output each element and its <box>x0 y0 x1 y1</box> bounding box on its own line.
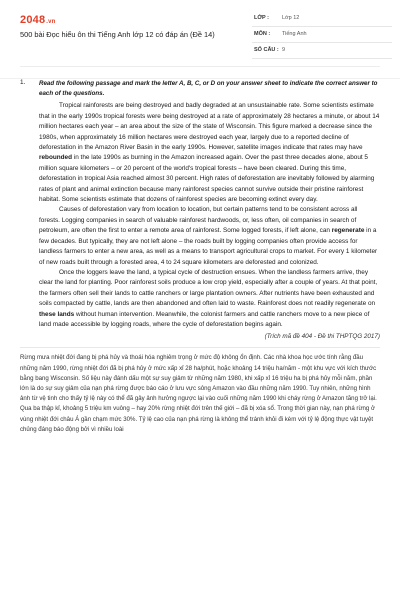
page-header <box>0 0 400 60</box>
passage-source: (Trích mã đề 404 - Đề thi THPTQG 2017) <box>264 333 380 341</box>
passage-paragraph-3: Once the loggers leave the land, a typical cycle of destruction ensues. When the landless farmers arrive, they clear the land for planting. Poor rainforest soils produce a low crop yield, especially after a couple of years. At that point, the farmers often sell their lands to cattle ranchers or large plantation owners. After nutrients have been exhausted and soils compacted by cattle, lands are then abandoned and often laid to waste. Rainforest does not readily regenerate on these lands without human intervention. Meanwhile, the colonist farmers and cattle ranchers move to a new piece of land made accessible by logging roads, where the cycle of deforestation begins again. <box>39 268 378 328</box>
header-divider <box>20 66 380 67</box>
highlight-these-lands: these lands <box>39 310 75 318</box>
document-title: 500 bài Đọc hiểu ôn thi Tiếng Anh lớp 12 có đáp án (Đề 14) <box>20 30 215 39</box>
vietnamese-translation <box>20 353 380 435</box>
question-number: 1. <box>20 79 26 86</box>
meta-question-count: SỐ CÂU : 9 <box>252 45 392 59</box>
meta-subject: MÔN : Tiếng Anh <box>252 29 392 43</box>
passage-paragraph-2: Causes of deforestation vary from location to location, but certain patterns tend to be consistent across all forests. Logging companies in search of valuable rainforest hardwoods, or, less often, oil companies in search of petroleum, are often the first to enter a remote area of rainforest. Some logged forests, if left alone, can regenerate in a few decades. But typically, they are not left alone – the roads built by logging companies often provide access for landless farmers to enter a new area, as well as a means to transport agricultural crops to market. For every 1 kilometer of new roads built through a forested area, 4 to 24 square kilometers are deforested and colonized. <box>39 206 378 266</box>
question-content <box>20 79 380 435</box>
document-meta <box>252 13 392 61</box>
question-instruction: Read the following passage and mark the letter A, B, C, or D on your answer sheet to indicate the correct answer to each of the questions. <box>39 80 378 98</box>
reading-passage <box>39 101 380 330</box>
translation-paragraph: Rừng mưa nhiệt đới đang bị phá hủy và thoái hóa nghiêm trọng ở mức độ không ổn định. Các nhà khoa học ước tính rằng đầu những năm 1990, rừng nhiệt đới đã bị phá hủy ở mức xấp xỉ 28 ha/phút, hoặc khoảng 14 triệu ha/năm - một khu vực với kích thước bằng bang Wisconsin. Số liệu này đánh dấu một sự suy giảm từ những năm 1980, khi xấp xỉ 16 triệu ha bị phá hủy mỗi năm, phần lớn là do sự suy giảm của nạn phá rừng được báo cáo ở lưu vực sông Amazon vào đầu những năm 1990. Tuy nhiên, những hình ảnh từ vệ tinh cho thấy tỷ lệ này có thể đã gây ảnh hưởng ngược lại vào cuối những năm 1990 khi cháy rừng ở Amazon tăng trở lại. Qua ba thập kỉ, khoảng 5 triệu km vuông – hay 20% rừng nhiệt đới trên thế giới – đã bị xóa sổ. Trong thời gian này, nạn phá rừng ở vùng nhiệt đới châu Á gần chạm mức 30%. Tỷ lệ cao của nạn phá rừng là không thể tránh khỏi đi kèm với tỷ lệ động thực vật tuyệt chủng đáng báo động bởi vì nhiều loài <box>20 354 377 433</box>
highlight-regenerate: regenerate <box>331 227 365 235</box>
site-logo[interactable]: 2048.vn <box>20 14 56 26</box>
translation-divider <box>20 347 380 348</box>
meta-grade: LỚP : Lớp 12 <box>252 13 392 27</box>
passage-paragraph-1: Tropical rainforests are being destroyed and badly degraded at an unsustainable rate. Some scientists estimate that in the early 1990s tropical forests were being destroyed at a rate of approximately 28 hectares a minute, or about 14 million hectares each year – an area about the size of the state of Wisconsin. This figure marked a decrease since the 1980s, when approximately 16 million hectares were destroyed each year, largely due to a reported decline of deforestation in the Amazon River Basin in the early 1990s. However, satellite images indicate that rates may have rebounded in the late 1990s as burning in the Amazon increased again. Over the past three decades alone, about 5 million square kilometers – or 20 percent of the world's tropical forests – have been cleared. During this time, deforestation in tropical Asia reached almost 30 percent. High rates of deforestation are inevitably followed by alarming rates of plant and animal extinction because many rainforest species cannot survive outside their pristine rainforest habitat. Some scientists estimate that dozens of rainforest species are becoming extinct every day. <box>39 102 380 204</box>
highlight-rebounded: rebounded <box>39 154 73 162</box>
